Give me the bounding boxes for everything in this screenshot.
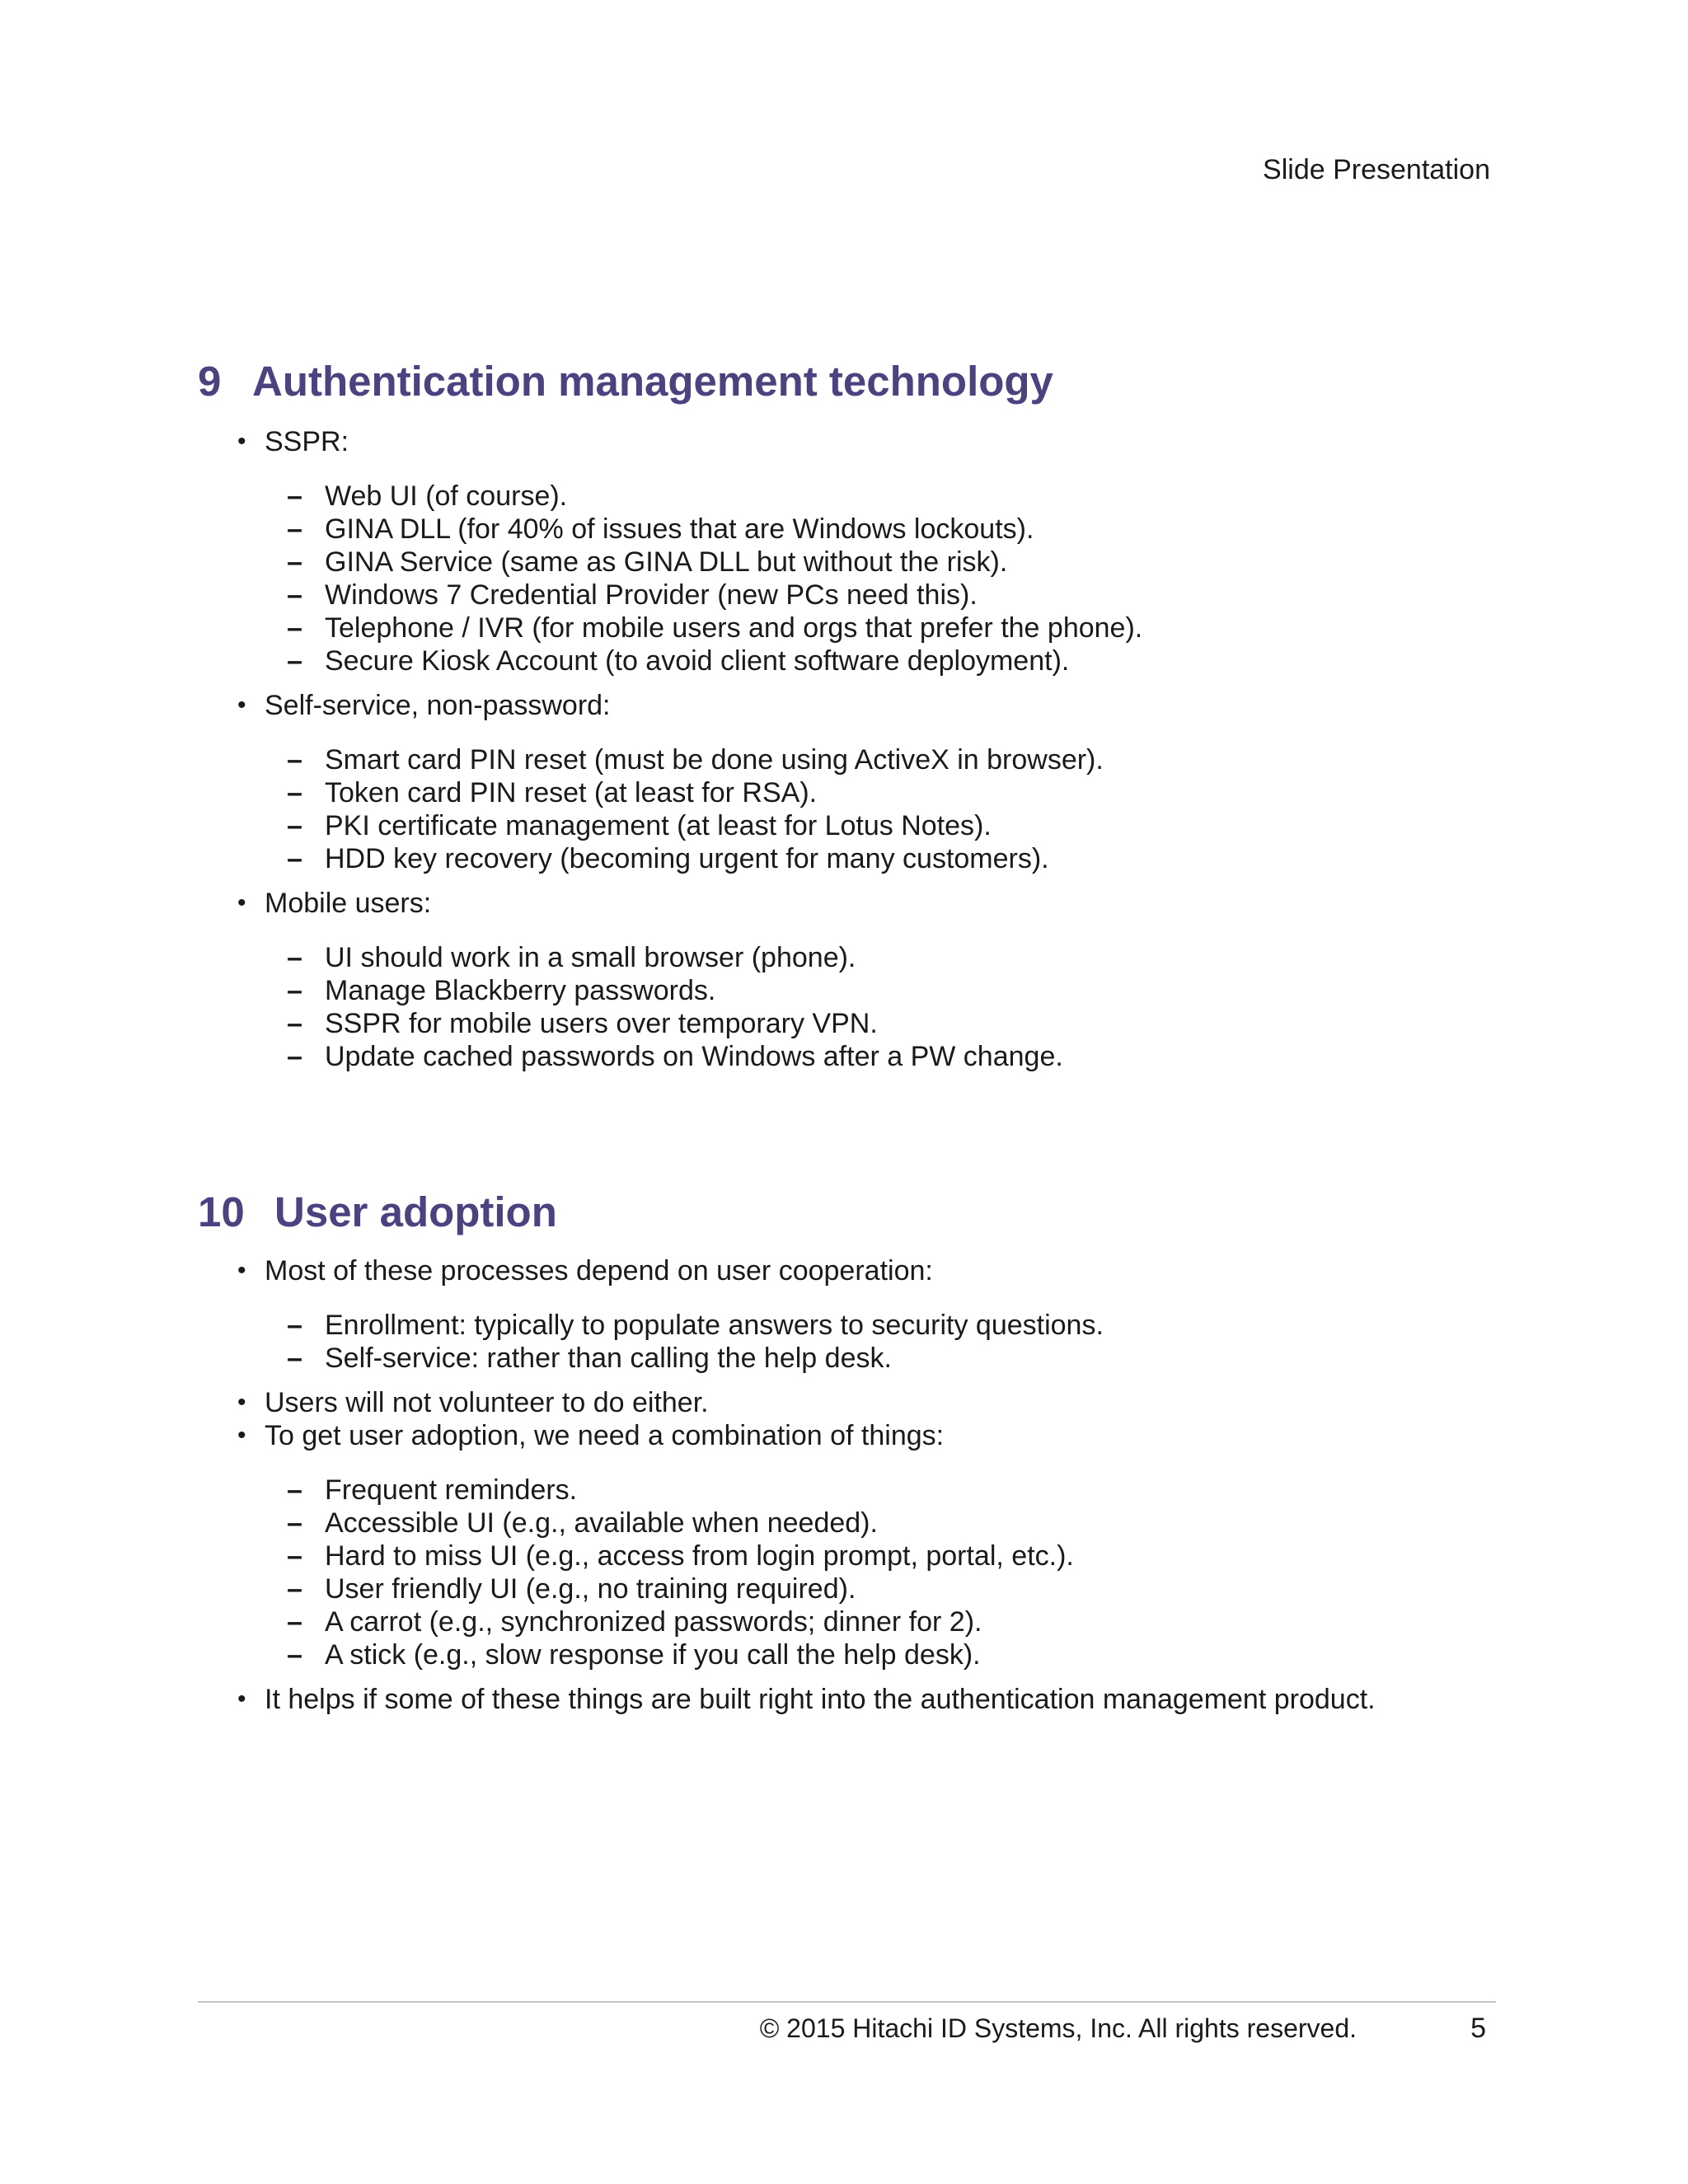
sub-item-text: Telephone / IVR (for mobile users and orgs that prefer the phone). [325, 612, 1143, 644]
dash-icon: – [287, 579, 302, 611]
sub-item-text: GINA Service (same as GINA DLL but without the risk). [325, 546, 1008, 578]
section-authentication-management [198, 356, 1490, 1085]
list-item [198, 1254, 1490, 1375]
section-user-adoption [198, 1187, 1490, 1716]
sub-list [265, 743, 1490, 875]
sub-item-text: Manage Blackberry passwords. [325, 975, 716, 1006]
sub-list-item [262, 1507, 1490, 1540]
bullet-dot-icon: • [237, 428, 246, 455]
dash-icon: – [287, 777, 302, 808]
dash-icon: – [287, 1639, 302, 1671]
bullet-dot-icon: • [237, 1422, 246, 1449]
sub-list-item [262, 579, 1490, 612]
footer-divider [198, 2001, 1496, 2003]
dash-icon: – [287, 1041, 302, 1072]
bullet-text: It helps if some of these things are built right into the authentication management product. [265, 1684, 1376, 1715]
dash-icon: – [287, 942, 302, 973]
section-number: 9 [198, 358, 222, 405]
sub-item-text: HDD key recovery (becoming urgent for many customers). [325, 843, 1049, 874]
list-item [198, 1386, 1490, 1419]
dash-icon: – [287, 975, 302, 1006]
sub-list-item [262, 612, 1490, 644]
dash-icon: – [287, 645, 302, 677]
bullet-text: Mobile users: [265, 888, 432, 919]
dash-icon: – [287, 1343, 302, 1374]
dash-icon: – [287, 480, 302, 512]
sub-item-text: Secure Kiosk Account (to avoid client software deployment). [325, 645, 1070, 677]
sub-list [265, 941, 1490, 1073]
sub-list-item [262, 1540, 1490, 1572]
footer-copyright: © 2015 Hitachi ID Systems, Inc. All rights reserved. [759, 2013, 1357, 2043]
sub-item-text: A carrot (e.g., synchronized passwords; dinner for 2). [325, 1606, 982, 1638]
bullet-dot-icon: • [237, 1685, 246, 1713]
bullet-dot-icon: • [237, 889, 246, 916]
list-item [198, 887, 1490, 1073]
sub-list-item [262, 974, 1490, 1007]
dash-icon: – [287, 1606, 302, 1638]
sub-list [265, 1309, 1490, 1375]
bullet-dot-icon: • [237, 691, 246, 719]
sub-list-item [262, 809, 1490, 842]
bullet-text: Users will not volunteer to do either. [265, 1387, 709, 1418]
sub-item-text: Enrollment: typically to populate answers to security questions. [325, 1310, 1104, 1341]
sub-list-item [262, 1572, 1490, 1605]
dash-icon: – [287, 744, 302, 776]
sub-list-item [262, 480, 1490, 513]
dash-icon: – [287, 1507, 302, 1539]
sub-list-item [262, 513, 1490, 546]
sub-item-text: Smart card PIN reset (must be done using ActiveX in browser). [325, 744, 1104, 776]
sub-item-text: User friendly UI (e.g., no training required). [325, 1573, 856, 1605]
bullet-dot-icon: • [237, 1257, 246, 1284]
dash-icon: – [287, 810, 302, 841]
sub-item-text: GINA DLL (for 40% of issues that are Windows lockouts). [325, 513, 1034, 545]
dash-icon: – [287, 1474, 302, 1506]
bullet-text: SSPR: [265, 426, 349, 457]
running-header: Slide Presentation [1263, 154, 1490, 185]
bullet-dot-icon: • [237, 1389, 246, 1416]
sub-list-item [262, 546, 1490, 579]
sub-list-item [262, 1040, 1490, 1073]
dash-icon: – [287, 1573, 302, 1605]
sub-item-text: Accessible UI (e.g., available when needed). [325, 1507, 878, 1539]
sub-list-item [262, 1474, 1490, 1507]
page-number: 5 [1470, 2013, 1486, 2044]
list-item [198, 689, 1490, 875]
sub-list-item [262, 1638, 1490, 1671]
sub-item-text: Self-service: rather than calling the help desk. [325, 1343, 892, 1374]
sub-item-text: A stick (e.g., slow response if you call the help desk). [325, 1639, 981, 1671]
section-title: Authentication management technology [252, 358, 1053, 405]
sub-list [265, 480, 1490, 677]
section-heading [198, 1187, 1490, 1238]
sub-item-text: Token card PIN reset (at least for RSA). [325, 777, 818, 808]
sub-item-text: Web UI (of course). [325, 480, 568, 512]
bullet-text: Self-service, non-password: [265, 690, 611, 721]
bullet-text: Most of these processes depend on user cooperation: [265, 1255, 933, 1286]
list-item [198, 1419, 1490, 1671]
sub-item-text: Hard to miss UI (e.g., access from login prompt, portal, etc.). [325, 1540, 1074, 1572]
list-item [198, 425, 1490, 677]
sub-item-text: Windows 7 Credential Provider (new PCs need this). [325, 579, 978, 611]
bullet-text: To get user adoption, we need a combination of things: [265, 1420, 945, 1451]
bullet-list [198, 425, 1490, 1073]
sub-list-item [262, 1007, 1490, 1040]
sub-list-item [262, 743, 1490, 776]
sub-list-item [262, 1342, 1490, 1375]
dash-icon: – [287, 1540, 302, 1572]
sub-list-item [262, 941, 1490, 974]
sub-item-text: UI should work in a small browser (phone). [325, 942, 856, 973]
sub-list [265, 1474, 1490, 1671]
sub-list-item [262, 776, 1490, 809]
dash-icon: – [287, 1008, 302, 1039]
dash-icon: – [287, 513, 302, 545]
section-heading [198, 356, 1490, 407]
sub-list-item [262, 1605, 1490, 1638]
bullet-list [198, 1254, 1490, 1716]
sub-item-text: SSPR for mobile users over temporary VPN. [325, 1008, 878, 1039]
sub-item-text: PKI certificate management (at least for Lotus Notes). [325, 810, 992, 841]
dash-icon: – [287, 843, 302, 874]
dash-icon: – [287, 1310, 302, 1341]
sub-list-item [262, 842, 1490, 875]
sub-item-text: Frequent reminders. [325, 1474, 578, 1506]
section-title: User adoption [274, 1188, 557, 1235]
sub-list-item [262, 1309, 1490, 1342]
dash-icon: – [287, 612, 302, 644]
dash-icon: – [287, 546, 302, 578]
sub-list-item [262, 644, 1490, 677]
section-number: 10 [198, 1188, 245, 1235]
sub-item-text: Update cached passwords on Windows after a PW change. [325, 1041, 1063, 1072]
list-item [198, 1683, 1490, 1716]
